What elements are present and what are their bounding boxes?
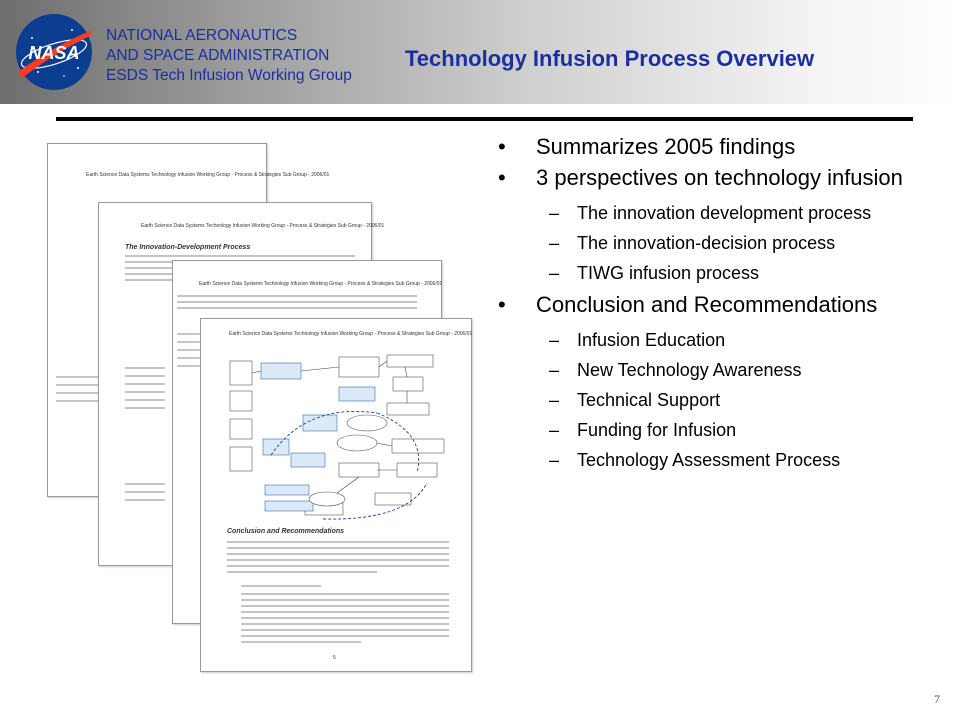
nasa-logo-text: NASA (28, 43, 80, 63)
sub-bullet-technical-support: – Technical Support (498, 389, 918, 411)
bullet-three-perspectives: • 3 perspectives on technology infusion (498, 165, 918, 190)
org-line-2: AND SPACE ADMINISTRATION (106, 47, 330, 64)
tiwg-process-diagram (227, 343, 457, 523)
slide-number: 7 (934, 692, 940, 706)
sub-bullet-tiwg-infusion: – TIWG infusion process (498, 262, 918, 284)
section-heading: Conclusion and Recommendations (227, 528, 345, 535)
nasa-logo (14, 12, 94, 92)
section-heading: The Innovation-Development Process (125, 244, 251, 251)
sub-bullet-technology-awareness: – New Technology Awareness (498, 359, 918, 381)
document-page-4 (200, 318, 472, 672)
sub-bullet-technology-assessment: – Technology Assessment Process (498, 449, 918, 471)
bullet-conclusion-recommendations: • Conclusion and Recommendations (498, 292, 918, 317)
sub-bullet-funding: – Funding for Infusion (498, 419, 918, 441)
title-divider (56, 117, 913, 121)
slide-title: Technology Infusion Process Overview (405, 46, 815, 71)
org-line-1: NATIONAL AERONAUTICS (106, 27, 298, 44)
running-head: Earth Science Data Systems Technology Infusion Working Group - Process & Strategies Sub Group - 2006/01 (229, 331, 473, 337)
organization-name (106, 26, 352, 86)
document-thumbnails (40, 138, 480, 678)
sub-bullet-innovation-decision: – The innovation-decision process (498, 232, 918, 254)
running-head: Earth Science Data Systems Technology Infusion Working Group - Process & Strategies Sub Group - 2006/01 (199, 281, 443, 287)
sub-bullet-infusion-education: – Infusion Education (498, 329, 918, 351)
running-head: Earth Science Data Systems Technology Infusion Working Group - Process & Strategies Sub Group - 2006/01 (86, 172, 330, 178)
bullet-list (498, 134, 918, 479)
sub-bullet-innovation-development: – The innovation development process (498, 202, 918, 224)
running-head: Earth Science Data Systems Technology Infusion Working Group - Process & Strategies Sub Group - 2006/01 (141, 223, 385, 229)
document-page-number: 5 (333, 655, 336, 661)
bullet-summarizes-findings: • Summarizes 2005 findings (498, 134, 918, 159)
header-banner (0, 0, 960, 104)
org-line-3: ESDS Tech Infusion Working Group (106, 67, 352, 84)
